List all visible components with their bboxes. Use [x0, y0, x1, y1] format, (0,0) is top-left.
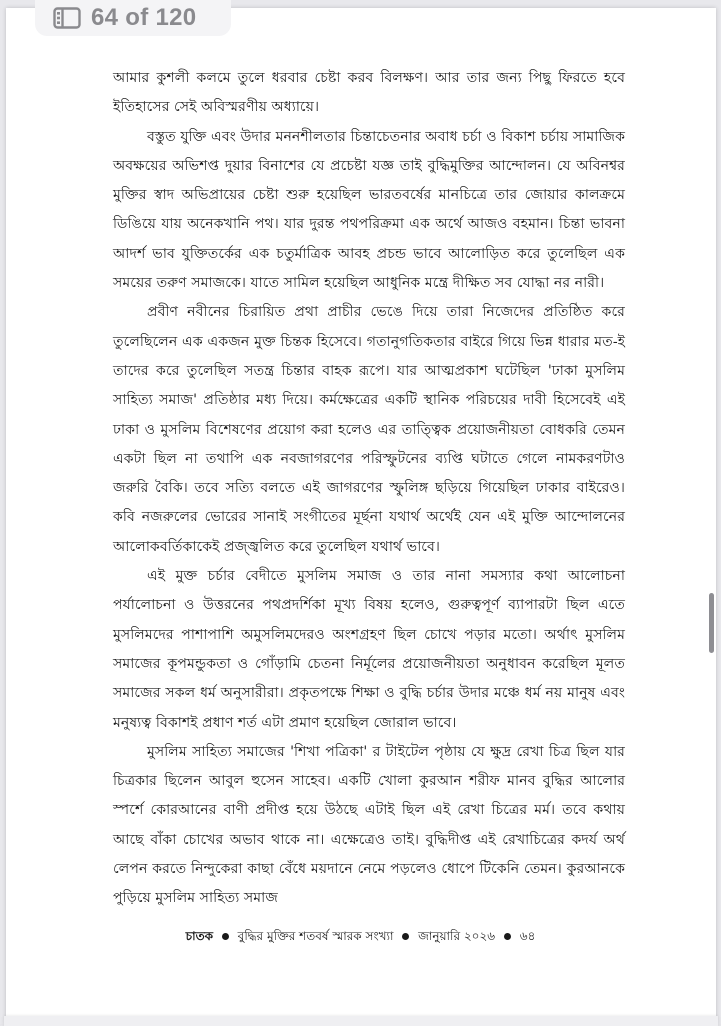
page-indicator[interactable]: [35, 0, 231, 36]
page-count-text: 64 of 120: [91, 4, 197, 31]
scrollbar-thumb[interactable]: [709, 593, 714, 653]
vertical-scrollbar[interactable]: [709, 0, 721, 1024]
paragraph-2: বস্তুত যুক্তি এবং উদার মননশীলতার চিন্তাচেতনার অবাধ চর্চা ও বিকাশ চর্চায় সামাজিক অবক্ষয়ের অভিশপ্ত দুয়ার বিনাশের যে প্রচেষ্টা যজ্ঞ তাই বুদ্ধিমুক্তির আন্দোলন। যে অবিনশ্বর মুক্তির স্বাদ অভিপ্রায়ের চেষ্টা শুরু হয়েছিল ভারতবর্ষের মানচিত্রে তার জোয়ার কালক্রমে ডিঙিয়ে যায় অনেকখানি পথ। যার দুরন্ত পথপরিক্রমা এক অর্থে আজও বহমান। চিন্তা ভাবনা আদর্শ ভাব যুক্তিতর্কের এক চতুর্মাত্রিক আবহ প্রচন্ড ভাবে আলোড়িত করে তুলেছিল এক সময়ের তরুণ সমাজকে। যাতে সামিল হয়েছিল আধুনিক মন্ত্রে দীক্ষিত সব যোদ্ধা নর নারী।: [113, 128, 625, 292]
sidebar-thumbnails-icon[interactable]: [53, 7, 81, 29]
page-footer: [0, 928, 721, 948]
bullet-separator: [222, 933, 229, 940]
footer-page-number: ৬৪: [519, 929, 536, 943]
footer-issue-title: বুদ্ধির মুক্তির শতবর্ষ স্মারক সংখ্যা: [237, 929, 394, 943]
footer-journal-name: চাতক: [185, 929, 213, 943]
bullet-separator: [402, 933, 409, 940]
paragraph-5: মুসলিম সাহিত্য সমাজের 'শিখা পত্রিকা' র টাইটেল পৃষ্ঠায় যে ক্ষুদ্র রেখা চিত্র ছিল যার চিত্রকার ছিলেন আবুল হুসেন সাহেব। একটি খোলা কুরআন শরীফ মানব বুদ্ধির আলোর স্পর্শে কোরআনের বাণী প্রদীপ্ত হয়ে উঠছে এটাই ছিল এই রেখা চিত্রের মর্ম। তবে কথায় আছে বাঁকা চোখের অভাব থাকে না। এক্ষেত্রেও তাই। বুদ্ধিদীপ্ত এই রেখাচিত্রের কদর্য অর্থ লেপন করতে নিন্দুকেরা কাছা বেঁধে ময়দানে নেমে পড়লেও ধোপে টিকেনি তেমন। কুরআনকে পুড়িয়ে মুসলিম সাহিত্য সমাজ: [113, 743, 625, 907]
next-page-edge: [4, 1016, 718, 1026]
paragraph-3: প্রবীণ নবীনের চিরায়িত প্রথা প্রাচীর ভেঙে দিয়ে তারা নিজেদের প্রতিষ্ঠিত করে তুলেছিলেন এক একজন মুক্ত চিন্তক হিসেবে। গতানুগতিকতার বাইরে গিয়ে ভিন্ন ধারার মত-ই তাদের করে তুলেছিল সতন্ত্র চিন্তার বাহক রূপে। যার আত্মপ্রকাশ ঘটেছিল 'ঢাকা মুসলিম সাহিত্য সমাজ' প্রতিষ্ঠার মধ্য দিয়ে। কর্মক্ষেত্রের একটি স্থানিক পরিচয়ের দাবী হিসেবেই এই ঢাকা ও মুসলিম বিশেষণের প্রয়োগ করা হলেও এর তাত্ত্বিক প্রয়োজনীয়তা বোধকরি তেমন একটা ছিল না তথাপি এক নবজাগরণের পরিস্ফুটনের ব্যপ্তি ঘটাতে গেলে নামকরণটাও জরুরি বৈকি। তবে সত্যি বলতে এই জাগরণের স্ফুলিঙ্গ ছড়িয়ে গিয়েছিল ঢাকার বাইরেও। কবি নজরুলের ভোরের সানাই সংগীতের মূর্ছনা যথার্থ অর্থেই যেন এই মুক্তি আন্দোলনের আলোকবর্তিকাকেই প্রজ্জ্বলিত করে তুলেছিল যথার্থ ভাবে।: [113, 304, 625, 555]
footer-date: জানুয়ারি ২০২৬: [418, 929, 496, 943]
paragraph-4: এই মুক্ত চর্চার বেদীতে মুসলিম সমাজ ও তার নানা সমস্যার কথা আলোচনা পর্যালোচনা ও উত্তরনের পথপ্রদর্শিকা মূখ্য বিষয় হলেও, গুরুত্বপূর্ণ ব্যাপারটা ছিল এতে মুসলিমদের পাশাপাশি অমুসলিমদেরও অংশগ্রহণ ছিল চোখে পড়ার মতো। অর্থাৎ মুসলিম সমাজের কূপমন্ডুকতা ও গোঁড়ামি চেতনা নির্মূলের প্রয়োজনীয়তা অনুধাবন করেছিল মূলত সমাজের সকল ধর্ম অনুসারীরা। প্রকৃতপক্ষে শিক্ষা ও বুদ্ধি চর্চার উদার মঞ্চে ধর্ম নয় মানুষ এবং মনুষ্যত্ব বিকাশই প্রধাণ শর্ত এটা প্রমাণ হয়েছিল জোরাল ভাবে।: [113, 568, 625, 731]
page-text-body: [113, 64, 625, 914]
paragraph-1: আমার কুশলী কলমে তুলে ধরবার চেষ্টা করব বিলক্ষণ। আর তার জন্য পিছু ফিরতে হবে ইতিহাসের সেই অবিস্মরণীয় অধ্যায়ে।: [113, 70, 625, 116]
bullet-separator: [504, 933, 511, 940]
